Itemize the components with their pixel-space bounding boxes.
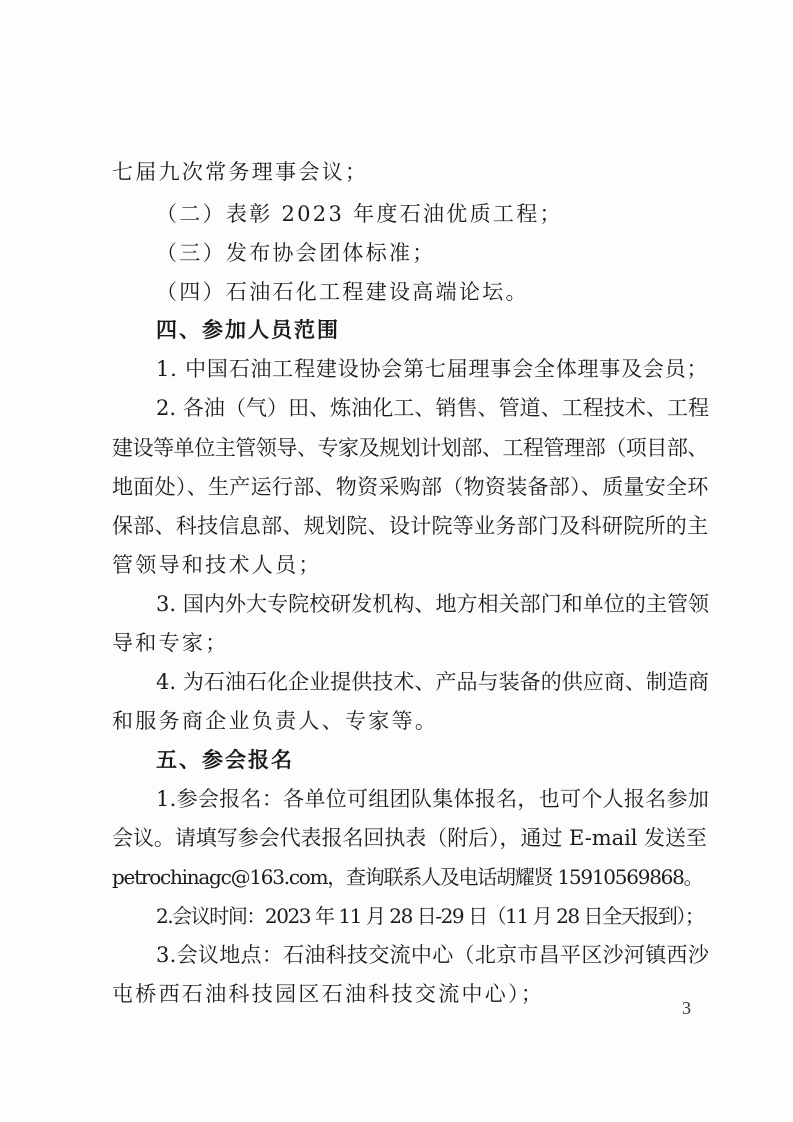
text-line: 保部、科技信息部、规划院、设计院等业务部门及科研院所的主 xyxy=(112,514,709,538)
text-line: 1. 中国石油工程建设协会第七届理事会全体理事及会员； xyxy=(156,357,709,381)
meeting-venue-line: 3.会议地点：石油科技交流中心（北京市昌平区沙河镇西沙 xyxy=(156,943,710,967)
text-line: 管领导和技术人员； xyxy=(112,553,322,577)
text-line: 建设等单位主管领导、专家及规划计划部、工程管理部（项目部、 xyxy=(112,436,708,460)
agenda-item-2: （二）表彰 2023 年度石油优质工程； xyxy=(156,202,563,226)
text-line: 地面处）、生产运行部、物资采购部（物资装备部）、质量安全环 xyxy=(112,475,709,499)
text-line: 导和专家； xyxy=(112,631,229,655)
page-number: 3 xyxy=(682,998,691,1018)
meeting-time-line: 2.会议时间：2023 年 11 月 28 日-29 日（11 月 28 日全天报到）； xyxy=(156,904,704,928)
contact-line: petrochinagc@163.com，查询联系人及电话胡耀贤 15910569868。 xyxy=(112,865,703,889)
text-line: 和服务商企业负责人、专家等。 xyxy=(112,709,439,733)
text-line: 会议。请填写参会代表报名回执表（附后），通过 E-mail 发送至 xyxy=(112,826,707,850)
section-heading-registration: 五、参会报名 xyxy=(156,748,294,772)
text-line: 3. 国内外大专院校研发机构、地方相关部门和单位的主管领 xyxy=(156,592,710,616)
text-line: 屯桥西石油科技园区石油科技交流中心）； xyxy=(112,982,545,1006)
text-line: 七届九次常务理事会议； xyxy=(112,160,369,184)
agenda-item-4: （四）石油石化工程建设高端论坛。 xyxy=(156,280,529,304)
text-line: 4. 为石油石化企业提供技术、产品与装备的供应商、制造商 xyxy=(156,670,710,694)
text-line: 2. 各油（气）田、炼油化工、销售、管道、工程技术、工程 xyxy=(156,396,710,420)
text-line: 1.参会报名：各单位可组团队集体报名，也可个人报名参加 xyxy=(156,787,710,811)
agenda-item-3: （三）发布协会团体标准； xyxy=(156,241,436,265)
section-heading-participants: 四、参加人员范围 xyxy=(156,318,340,342)
